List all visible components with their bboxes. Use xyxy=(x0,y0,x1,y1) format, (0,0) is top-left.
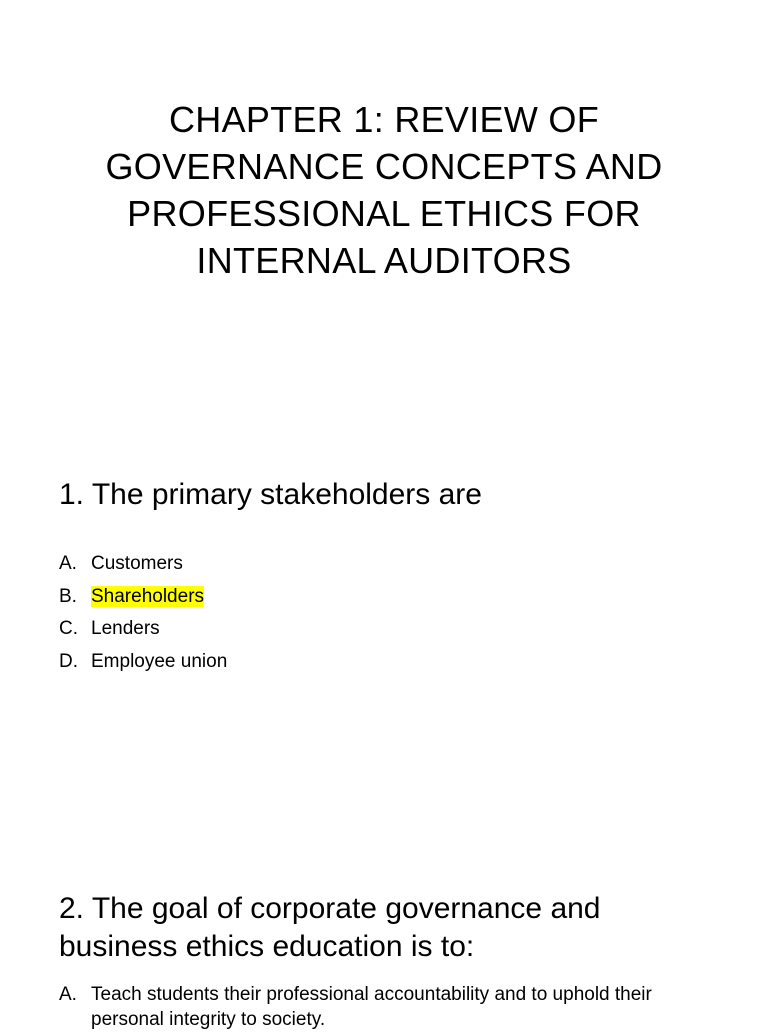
title-line: GOVERNANCE CONCEPTS AND xyxy=(105,146,663,187)
option-letter: A. xyxy=(59,553,77,574)
question-line: 2. The goal of corporate governance and xyxy=(59,892,601,925)
option-line: Teach students their professional accountability and to uphold their xyxy=(91,984,652,1005)
title-line: INTERNAL AUDITORS xyxy=(196,240,572,281)
question-2 xyxy=(59,890,739,966)
option-d xyxy=(59,646,739,679)
option-c xyxy=(59,613,739,646)
question-line: business ethics education is to: xyxy=(59,930,475,963)
question-2-options xyxy=(59,982,739,1032)
option-line: personal integrity to society. xyxy=(91,1009,326,1030)
chapter-title xyxy=(60,96,708,284)
option-b xyxy=(59,581,739,614)
option-text: Employee union xyxy=(91,650,228,672)
highlighted-answer: Shareholders xyxy=(91,585,205,607)
option-a xyxy=(59,548,739,581)
option-text: Customers xyxy=(91,553,183,574)
question-1-options xyxy=(59,548,739,678)
title-line: PROFESSIONAL ETHICS FOR xyxy=(127,193,641,234)
question-1: 1. The primary stakeholders are xyxy=(59,478,482,511)
option-letter: C. xyxy=(59,618,78,639)
title-line: CHAPTER 1: REVIEW OF xyxy=(168,99,600,140)
option-a xyxy=(59,982,739,1032)
option-text xyxy=(91,982,739,1032)
option-text: Lenders xyxy=(91,618,160,639)
title-slide xyxy=(0,0,768,440)
option-letter: B. xyxy=(59,585,77,607)
option-letter: A. xyxy=(59,984,77,1005)
option-letter: D. xyxy=(59,650,78,672)
